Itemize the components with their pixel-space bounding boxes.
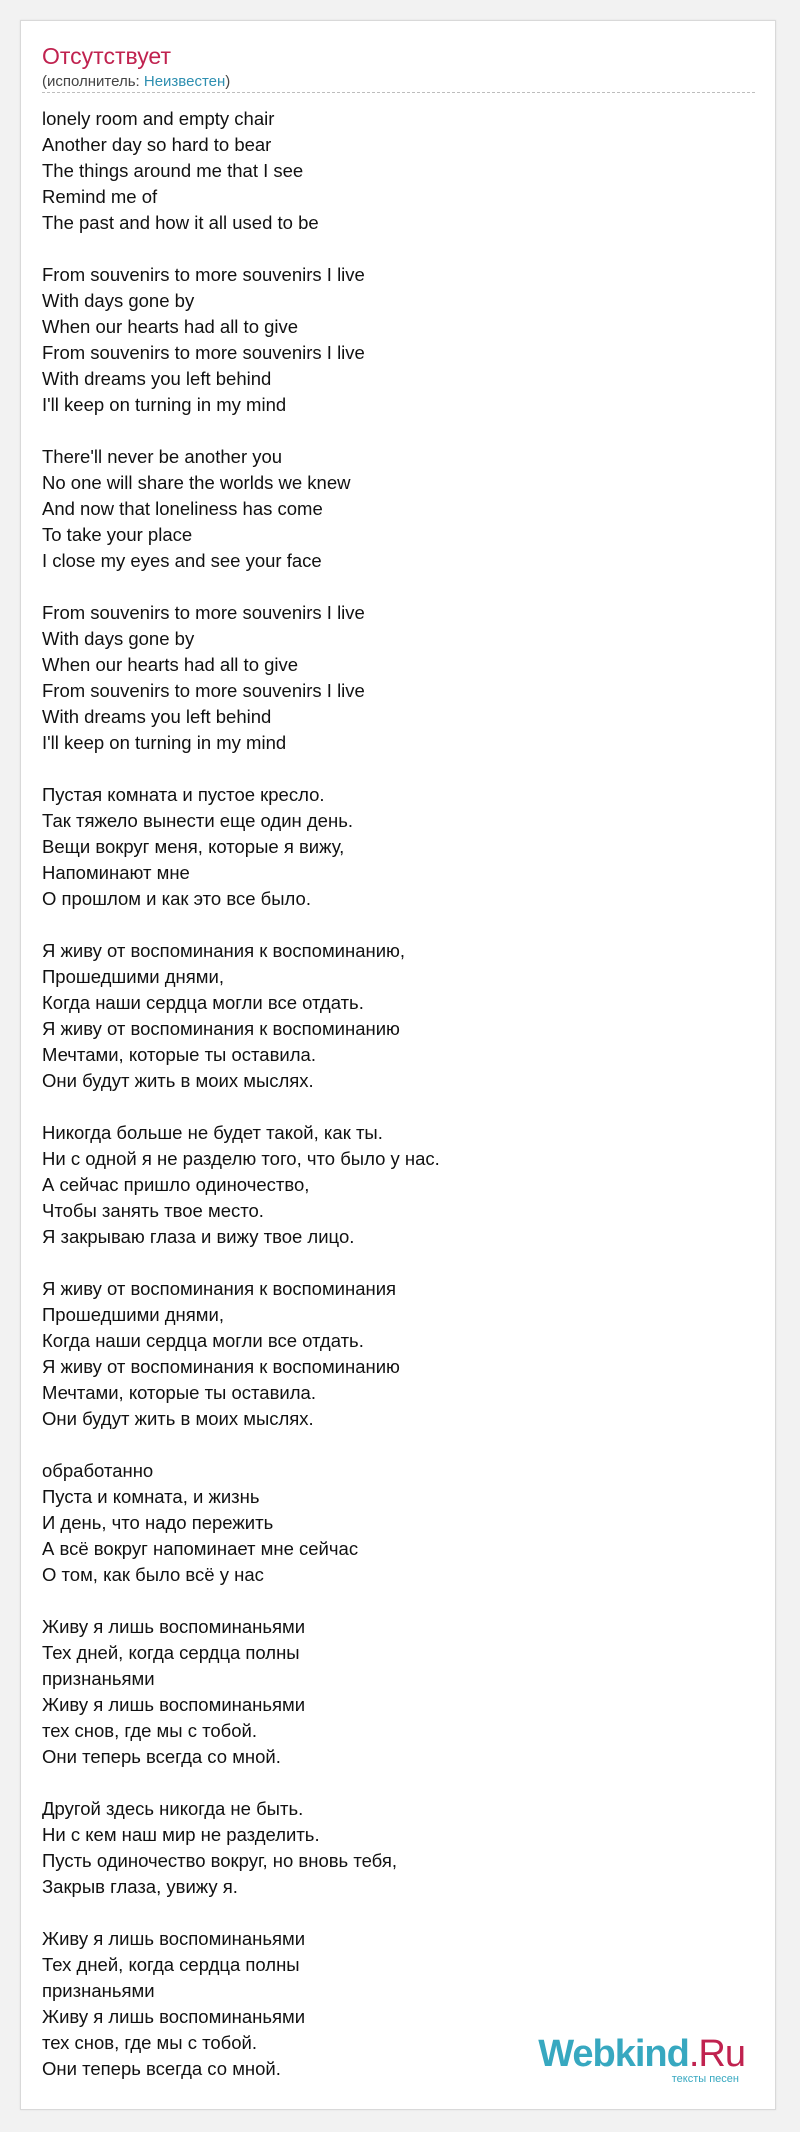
lyric-line: Я живу от воспоминания к воспоминанию — [42, 1018, 400, 1039]
lyric-line: The things around me that I see — [42, 160, 304, 181]
lyric-line: Мечтами, которые ты оставила. — [42, 1382, 316, 1403]
lyric-line: признаньями — [42, 1980, 155, 2001]
stanza-break — [42, 1432, 742, 1458]
lyrics-card — [20, 20, 776, 2110]
lyric-line: To take your place — [42, 524, 193, 545]
lyric-line: Живу я лишь воспоминаньями — [42, 2006, 306, 2027]
stanza-break — [42, 1588, 742, 1614]
lyric-line: Я живу от воспоминания к воспоминанию, — [42, 940, 406, 961]
lyric-line: Так тяжело вынести еще один день. — [42, 810, 353, 831]
stanza-break — [42, 1770, 742, 1796]
lyric-line: Прошедшими днями, — [42, 1304, 224, 1325]
lyric-line: признаньями — [42, 1668, 155, 1689]
lyric-line: Напоминают мне — [42, 862, 190, 883]
lyric-line: No one will share the worlds we knew — [42, 472, 351, 493]
lyric-line: And now that loneliness has come — [42, 498, 323, 519]
logo-wordmark: Webkind — [538, 2033, 689, 2075]
lyric-line: From souvenirs to more souvenirs I live — [42, 602, 365, 623]
lyric-line: О том, как было всё у нас — [42, 1564, 264, 1585]
lyric-line: Никогда больше не будет такой, как ты. — [42, 1122, 383, 1143]
lyric-line: тех снов, где мы с тобой. — [42, 1720, 257, 1741]
lyric-line: Живу я лишь воспоминаньями — [42, 1616, 306, 1637]
song-title: Отсутствует — [42, 43, 171, 69]
artist-link[interactable]: Неизвестен — [143, 73, 226, 90]
stanza-break — [42, 756, 742, 782]
lyric-line: Они теперь всегда со мной. — [42, 1746, 281, 1767]
lyric-line: Я закрываю глаза и вижу твое лицо. — [42, 1226, 355, 1247]
lyrics-text — [42, 106, 742, 2082]
lyric-line: Чтобы занять твое место. — [42, 1200, 264, 1221]
lyric-line: From souvenirs to more souvenirs I live — [42, 264, 365, 285]
stanza-break — [42, 1900, 742, 1926]
stanza-break — [42, 912, 742, 938]
stanza-break — [42, 236, 742, 262]
lyric-line: Пустая комната и пустое кресло. — [42, 784, 325, 805]
lyric-line: With days gone by — [42, 290, 195, 311]
lyric-line: И день, что надо пережить — [42, 1512, 274, 1533]
lyric-line: Они будут жить в моих мыслях. — [42, 1070, 314, 1091]
lyric-line: Пуста и комната, и жизнь — [42, 1486, 260, 1507]
lyric-line: When our hearts had all to give — [42, 316, 299, 337]
lyric-line: With dreams you left behind — [42, 368, 272, 389]
stanza-break — [42, 1250, 742, 1276]
lyric-line: Они будут жить в моих мыслях. — [42, 1408, 314, 1429]
lyric-line: When our hearts had all to give — [42, 654, 299, 675]
stanza-break — [42, 574, 742, 600]
logo-tld: .Ru — [688, 2033, 745, 2075]
lyric-line: А сейчас пришло одиночество, — [42, 1174, 310, 1195]
lyric-line: Закрыв глаза, увижу я. — [42, 1876, 238, 1897]
lyric-line: lonely room and empty chair — [42, 108, 275, 129]
lyric-line: I close my eyes and see your face — [42, 550, 322, 571]
stanza-break — [42, 1094, 742, 1120]
site-logo[interactable] — [538, 2035, 745, 2085]
lyric-line: Когда наши сердца могли все отдать. — [42, 992, 364, 1013]
lyric-line: Ни с кем наш мир не разделить. — [42, 1824, 320, 1845]
lyric-line: I'll keep on turning in my mind — [42, 394, 287, 415]
lyric-line: The past and how it all used to be — [42, 212, 319, 233]
lyric-line: Когда наши сердца могли все отдать. — [42, 1330, 364, 1351]
lyric-line: О прошлом и как это все было. — [42, 888, 311, 909]
lyric-line: Я живу от воспоминания к воспоминания — [42, 1278, 397, 1299]
lyric-line: Они теперь всегда со мной. — [42, 2058, 281, 2079]
lyric-line: Живу я лишь воспоминаньями — [42, 1928, 306, 1949]
artist-suffix: ) — [225, 73, 231, 90]
lyric-line: Я живу от воспоминания к воспоминанию — [42, 1356, 400, 1377]
artist-line — [42, 73, 230, 90]
lyric-line: Тех дней, когда сердца полны — [42, 1954, 300, 1975]
logo-tagline: тексты песен — [671, 2073, 739, 2085]
lyric-line: тех снов, где мы с тобой. — [42, 2032, 257, 2053]
lyric-line: From souvenirs to more souvenirs I live — [42, 342, 365, 363]
lyric-line: Прошедшими днями, — [42, 966, 224, 987]
artist-prefix: (исполнитель: — [42, 73, 144, 90]
lyric-line: Мечтами, которые ты оставила. — [42, 1044, 316, 1065]
lyric-line: Пусть одиночество вокруг, но вновь тебя, — [42, 1850, 398, 1871]
lyric-line: With dreams you left behind — [42, 706, 272, 727]
lyric-line: Живу я лишь воспоминаньями — [42, 1694, 306, 1715]
lyric-line: обработанно — [42, 1460, 154, 1481]
lyric-line: Другой здесь никогда не быть. — [42, 1798, 304, 1819]
lyric-line: With days gone by — [42, 628, 195, 649]
stanza-break — [42, 418, 742, 444]
lyric-line: I'll keep on turning in my mind — [42, 732, 287, 753]
lyric-line: From souvenirs to more souvenirs I live — [42, 680, 365, 701]
lyric-line: There'll never be another you — [42, 446, 283, 467]
lyric-line: А всё вокруг напоминает мне сейчас — [42, 1538, 359, 1559]
lyric-line: Тех дней, когда сердца полны — [42, 1642, 300, 1663]
lyric-line: Another day so hard to bear — [42, 134, 272, 155]
lyric-line: Вещи вокруг меня, которые я вижу, — [42, 836, 345, 857]
lyric-line: Remind me of — [42, 186, 158, 207]
header-divider — [42, 92, 755, 93]
lyric-line: Ни с одной я не разделю того, что было у нас. — [42, 1148, 440, 1169]
